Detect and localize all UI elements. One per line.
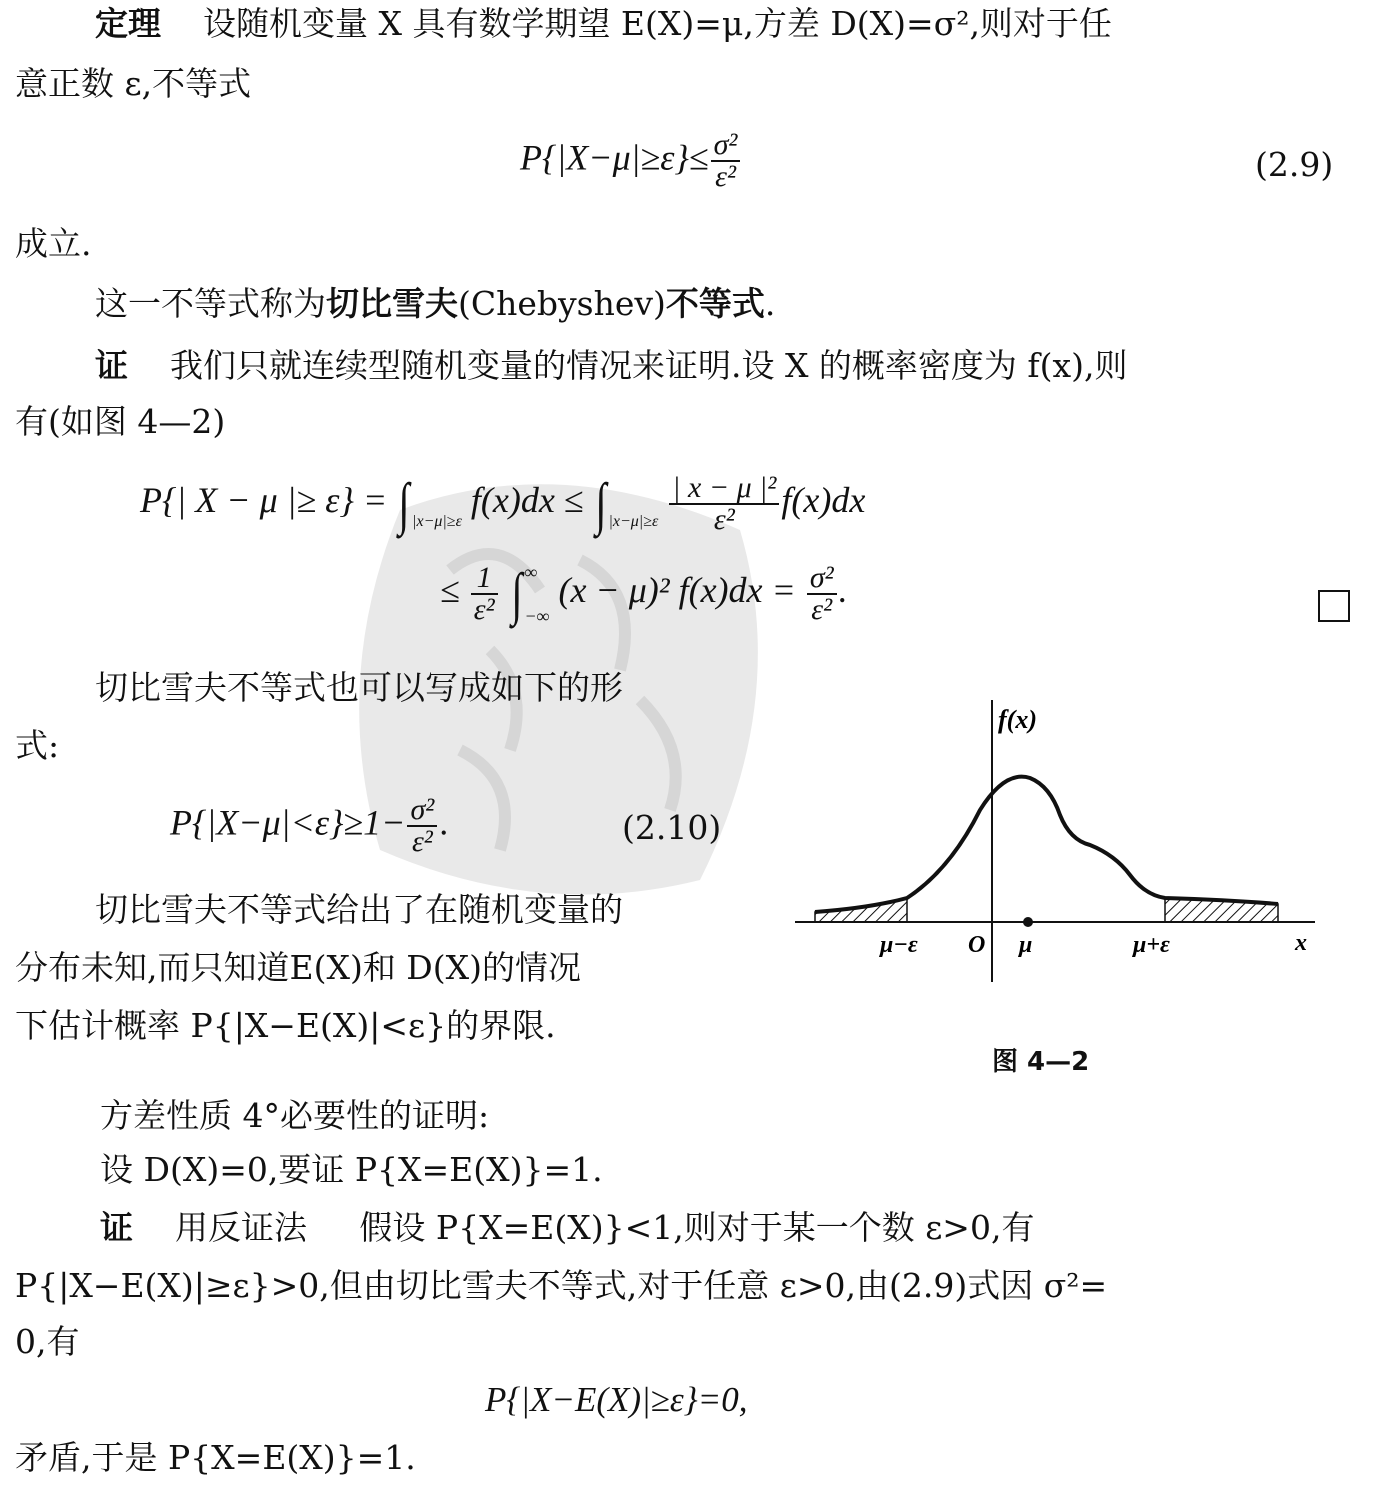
equation-number-2-10: (2.10): [622, 808, 722, 847]
naming-bold-name: 切比雪夫: [326, 284, 458, 323]
tick-label-mu-minus-eps: μ−ε: [880, 932, 918, 958]
integral-upper: ∞: [524, 561, 538, 582]
proof-eq-integrand-2: f(x)dx: [781, 479, 866, 520]
equation-number-2-9: (2.9): [1255, 145, 1334, 184]
proof-eq-row2-le: ≤: [440, 569, 460, 610]
integral-sign-1: ∫: [398, 471, 410, 536]
naming-latin: (Chebyshev): [458, 284, 666, 323]
variance-line-2: 设 D(X)=0,要证 P{X=E(X)}=1.: [100, 1150, 603, 1189]
proof2-label: 证: [100, 1208, 133, 1247]
integral-lower: −∞: [524, 605, 550, 626]
theorem-line-1: [95, 2, 1112, 46]
y-axis-label: f(x): [998, 705, 1037, 734]
proof-eq-frac2-den: ε²: [473, 592, 495, 626]
equation-2-10: [170, 795, 448, 857]
alt-form-line-2: 式:: [15, 726, 60, 765]
proof-equation-row-1: [140, 470, 865, 537]
proof2-conclusion: 矛盾,于是 P{X=E(X)}=1.: [15, 1438, 416, 1477]
proof-eq-integrand-3: (x − μ)² f(x)dx =: [558, 569, 796, 610]
naming-pre: 这一不等式称为: [95, 284, 326, 323]
theorem-statement: 设随机变量 X 具有数学期望 E(X)=μ,方差 D(X)=σ²,则对于任: [202, 4, 1112, 43]
proof1-line-1: [95, 344, 1127, 388]
naming-end: .: [764, 284, 776, 323]
mu-point: [1023, 917, 1033, 927]
meaning-line-2: 分布未知,而只知道E(X)和 D(X)的情况: [15, 948, 582, 987]
meaning-line-3: 下估计概率 P{|X−E(X)|<ε}的界限.: [15, 1006, 556, 1045]
eq210-lhs: P{|X−μ|<ε}≥1−: [170, 802, 406, 843]
x-axis-label: x: [1295, 930, 1307, 956]
theorem-line-2: 意正数 ε,不等式: [15, 64, 252, 103]
equation-2-9: [520, 130, 742, 192]
eq210-denominator: ε²: [411, 825, 433, 858]
eq29-lhs: P{|X−μ|≥ε}≤: [520, 137, 709, 178]
proof2-line-3: 0,有: [15, 1322, 80, 1361]
holds-text: 成立.: [15, 224, 92, 263]
eq210-end: .: [439, 802, 449, 843]
variance-line-1: 方差性质 4°必要性的证明:: [100, 1096, 490, 1135]
proof-eq-frac-den: ε²: [713, 502, 735, 536]
qed-box-icon: [1318, 590, 1350, 622]
naming-line: [95, 282, 775, 326]
proof1-text: 我们只就连续型随机变量的情况来证明.设 X 的概率密度为 f(x),则: [169, 346, 1128, 385]
proof2-equation: P{|X−E(X)|≥ε}=0,: [485, 1380, 748, 1419]
integral-domain-1: |x−μ|≥ε: [412, 512, 462, 530]
eq210-numerator: σ²: [407, 795, 437, 827]
proof-eq-frac3-den: ε²: [811, 592, 833, 626]
proof2-line-2: P{|X−E(X)|≥ε}>0,但由切比雪夫不等式,对于任意 ε>0,由(2.9)式因 σ²=: [15, 1266, 1108, 1305]
theorem-label: 定理: [95, 4, 161, 43]
proof1-line-2: 有(如图 4—2): [15, 402, 226, 441]
proof2-line-1: [100, 1206, 1034, 1250]
integral-sign-3: ∫: [510, 561, 523, 626]
tick-label-mu-plus-eps: μ+ε: [1133, 932, 1170, 958]
origin-label: O: [968, 932, 986, 958]
meaning-line-1: 切比雪夫不等式给出了在随机变量的: [95, 890, 623, 929]
proof-eq-end: .: [838, 569, 848, 610]
integral-domain-2: |x−μ|≥ε: [608, 512, 659, 530]
integral-sign-2: ∫: [594, 471, 607, 536]
proof1-label: 证: [95, 346, 128, 385]
proof-eq-frac3-num: σ²: [807, 563, 837, 595]
tick-label-mu: μ: [1019, 932, 1033, 958]
proof-eq-integrand-1: f(x)dx ≤: [470, 479, 584, 520]
proof-eq-frac2-num: 1: [471, 563, 498, 595]
proof-eq-frac-num: | x − μ |²: [669, 473, 779, 505]
alt-form-line-1: 切比雪夫不等式也可以写成如下的形: [95, 668, 623, 707]
density-curve: [815, 777, 1278, 912]
eq29-denominator: ε²: [715, 160, 736, 193]
figure-caption: 图 4—2: [992, 1047, 1090, 1077]
eq29-numerator: σ²: [711, 130, 741, 162]
density-figure: [790, 690, 1330, 990]
proof-equation-row-2: [440, 560, 848, 627]
proof2-method: 用反证法: [174, 1208, 307, 1247]
proof2-text: 假设 P{X=E(X)}<1,则对于某一个数 ε>0,有: [359, 1208, 1035, 1247]
naming-bold-suffix: 不等式: [665, 284, 765, 323]
proof-eq-lhs: P{| X − μ |≥ ε} =: [140, 479, 388, 520]
